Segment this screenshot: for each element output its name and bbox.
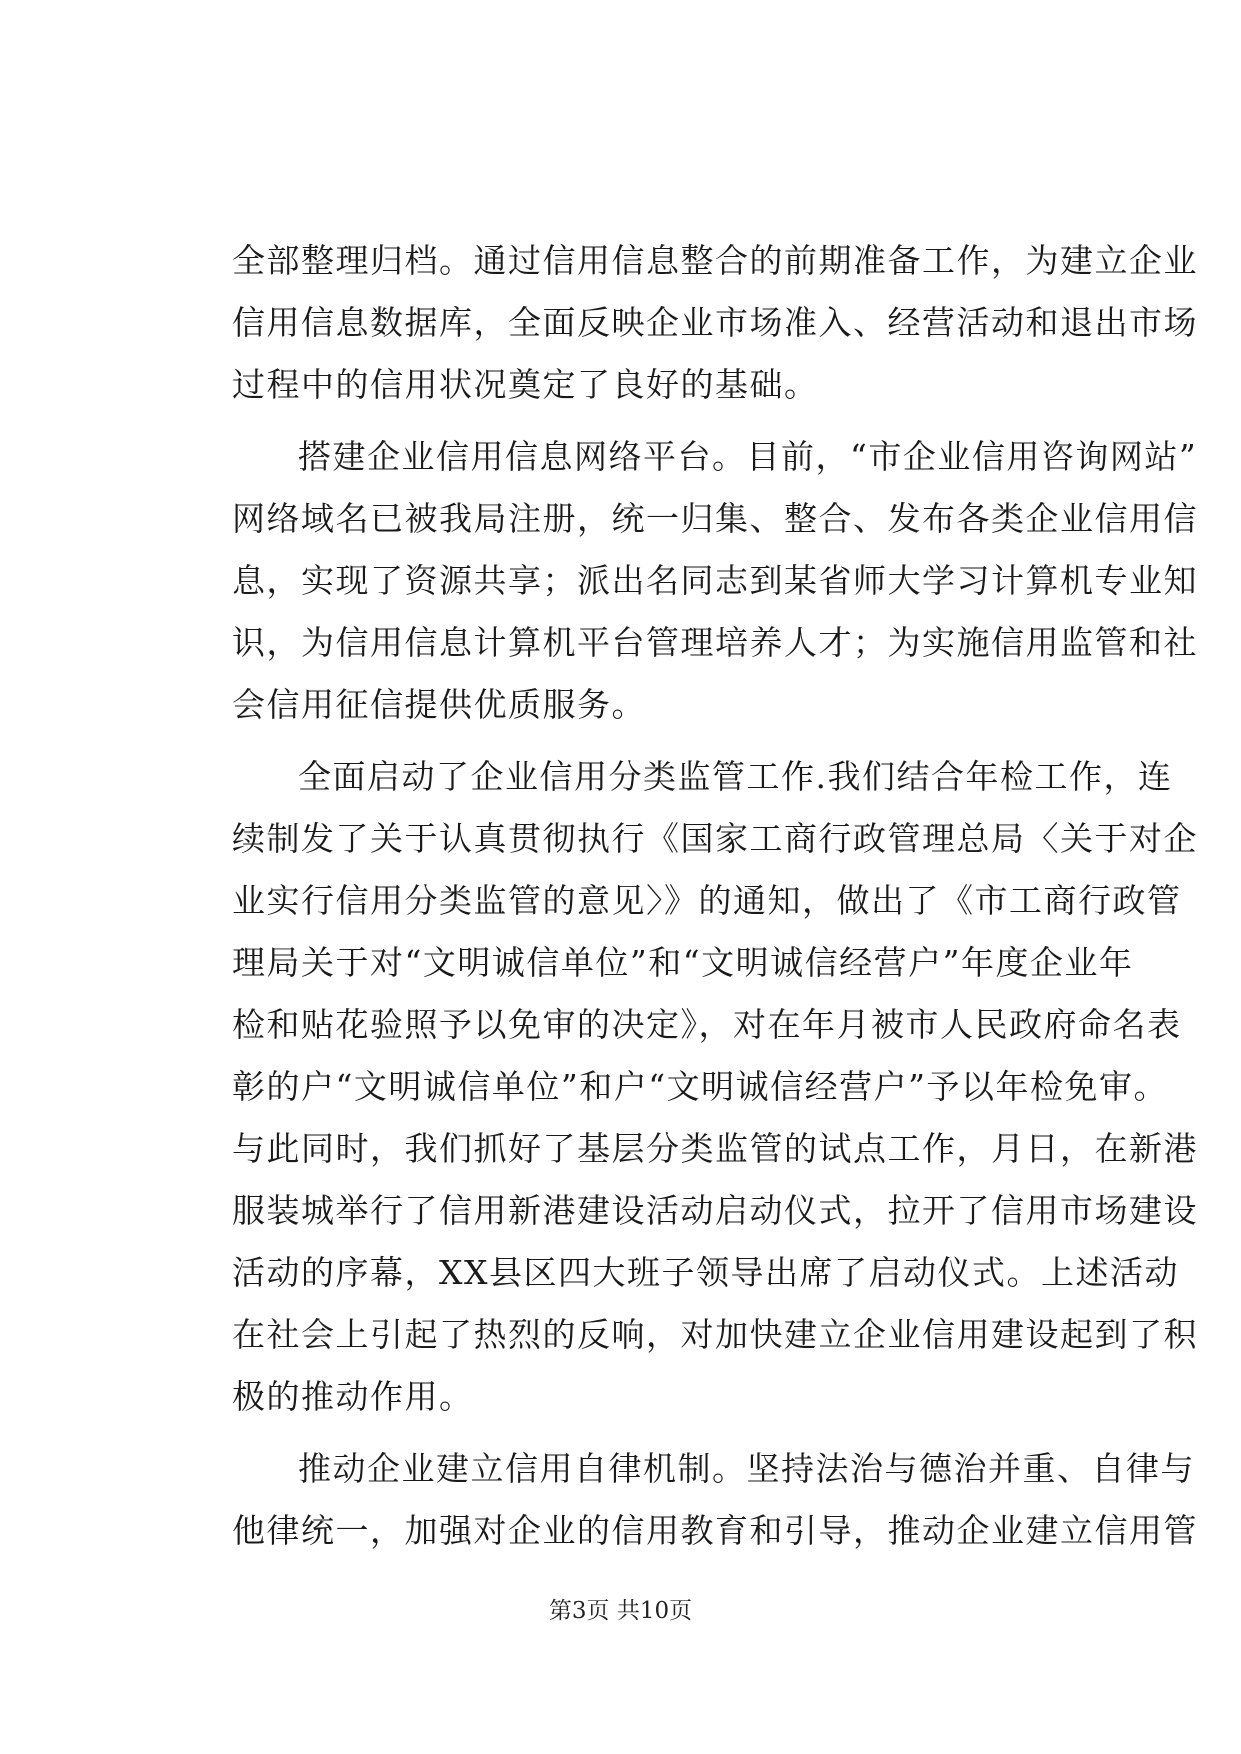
- text-line: 全部整理归档。通过信用信息整合的前期准备工作，为建立企业: [232, 241, 1198, 280]
- text-line: 业实行信用分类监管的意见〉》的通知，做出了《市工商行政管: [232, 881, 1182, 920]
- text-line: 服装城举行了信用新港建设活动启动仪式，拉开了信用市场建设: [232, 1191, 1198, 1230]
- text-line: 息，实现了资源共享；派出名同志到某省师大学习计算机专业知: [232, 561, 1198, 600]
- text-line: 续制发了关于认真贯彻执行《国家工商行政管理总局〈关于对企: [232, 819, 1198, 858]
- paragraph-first-line: 搭建企业信用信息网络平台。目前，“市企业信用咨询网站”: [298, 437, 1198, 476]
- text-line: 会信用征信提供优质服务。: [232, 685, 646, 724]
- text-line: 他律统一，加强对企业的信用教育和引导，推动企业建立信用管: [232, 1511, 1198, 1550]
- document-body: [232, 230, 1198, 1562]
- text-line: 与此同时，我们抓好了基层分类监管的试点工作，月日，在新港: [232, 1129, 1198, 1168]
- text-line: 彰的户“文明诚信单位”和户“文明诚信经营户”予以年检免审。: [232, 1067, 1168, 1106]
- text-line: 识，为信用信息计算机平台管理培养人才；为实施信用监管和社: [232, 623, 1198, 662]
- page-footer: 第3页 共10页: [548, 1598, 693, 1624]
- text-line: 过程中的信用状况奠定了良好的基础。: [232, 365, 819, 404]
- text-line: 极的推动作用。: [232, 1377, 474, 1416]
- paragraph-first-line: 推动企业建立信用自律机制。坚持法治与德治并重、自律与: [298, 1449, 1195, 1488]
- text-line: 活动的序幕，XX县区四大班子领导出席了启动仪式。上述活动: [232, 1253, 1179, 1292]
- paragraph-first-line: 全面启动了企业信用分类监管工作.我们结合年检工作，连: [298, 757, 1173, 796]
- text-line: 检和贴花验照予以免审的决定》，对在年月被市人民政府命名表: [232, 1005, 1182, 1044]
- text-line: 网络域名已被我局注册，统一归集、整合、发布各类企业信用信: [232, 499, 1198, 538]
- text-line: 信用信息数据库，全面反映企业市场准入、经营活动和退出市场: [232, 303, 1198, 342]
- text-line: 在社会上引起了热烈的反响，对加快建立企业信用建设起到了积: [232, 1315, 1198, 1354]
- text-line: 理局关于对“文明诚信单位”和“文明诚信经营户”年度企业年: [232, 943, 1134, 982]
